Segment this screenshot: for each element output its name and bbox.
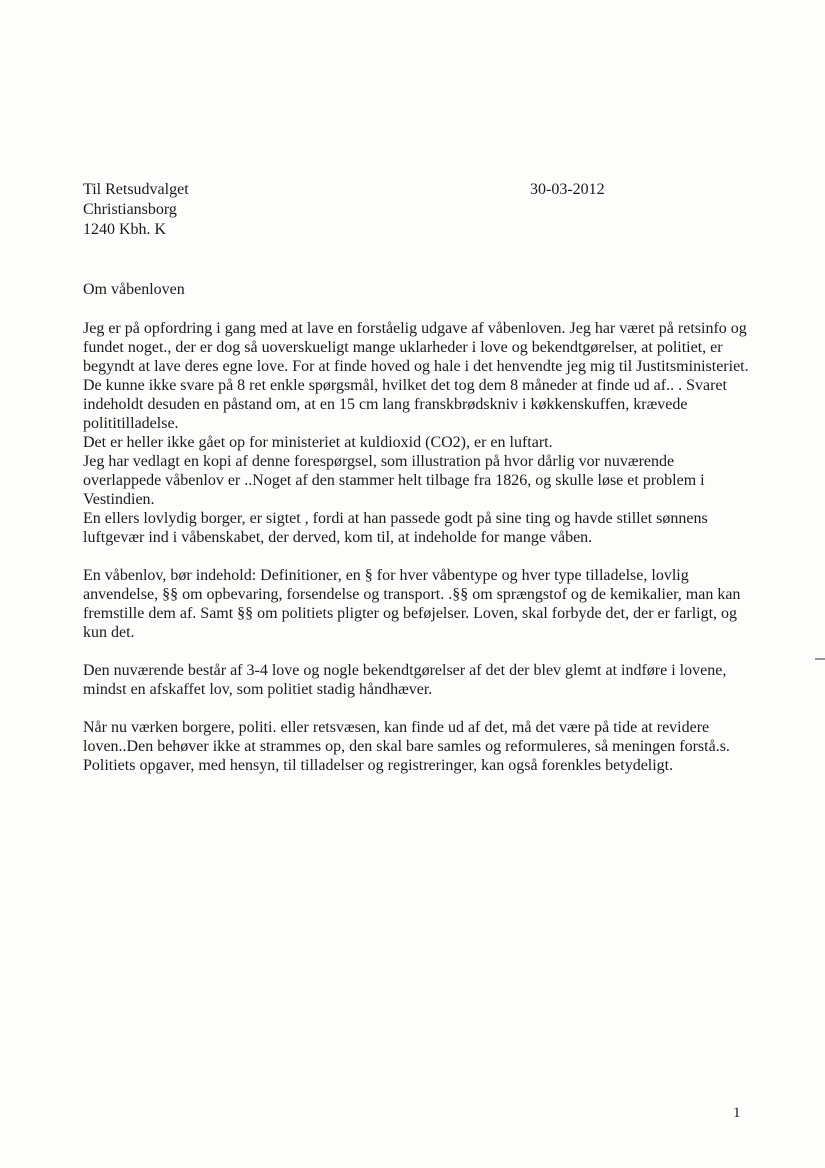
subject-line: Om våbenloven [83, 281, 185, 298]
recipient-city: 1240 Kbh. K [83, 221, 167, 238]
paragraph-co2: Det er heller ikke gået op for ministeriet at kuldioxid (CO2), er en luftart. [83, 434, 553, 451]
letter-header [83, 180, 751, 240]
recipient-name: Til Retsudvalget [83, 181, 189, 198]
recipient-address [83, 180, 751, 240]
paragraph-police-tasks: Politiets opgaver, med hensyn, til tilladelser og registreringer, kan også forenkles betydeligt. [83, 757, 674, 774]
paragraph-enclosure: Jeg har vedlagt en kopi af denne forespørgsel, som illustration på hvor dårlig vor nuværende overlappede våbenlov er ..Noget af den stammer helt tilbage fra 1826, og skulle løse et problem i Vestindien. [83, 453, 705, 508]
paragraph-law-proposal: En våbenlov, bør indehold: Definitioner, en § for hver våbentype og hver type tilladelse, lovlig anvendelse, §§ om opbevaring, forsendelse og transport. .§§ om sprængstof og de kemikalier, man kan fremstille dem af. Samt §§ om politiets pligter og beføjelser. Loven, skal forbyde det, der er farligt, og kun det. [83, 567, 741, 641]
page-number: 1 [733, 1105, 741, 1121]
paragraph-current-law: Den nuværende består af 3-4 love og nogle bekendtgørelser af det der blev glemt at indføre i lovene, mindst en afskaffet lov, som politiet stadig håndhæver. [83, 662, 727, 698]
letter-date: 30-03-2012 [530, 181, 605, 198]
recipient-street: Christiansborg [83, 201, 177, 218]
paragraph-revision: Når nu værken borgere, politi. eller retsvæsen, kan finde ud af det, må det være på tide at revidere loven..Den behøver ikke at strammes op, den skal bare samles og reformuleres, så meningen forstå.s. [83, 719, 730, 755]
paragraph-intro: Jeg er på opfordring i gang med at lave en forståelig udgave af våbenloven. Jeg har været på retsinfo og fundet noget., der er dog så uoverskueligt mange uklarheder i love og bekendtgørelser, at politiet, er begyndt at lave deres egne love. For at finde hoved og hale i det henvendte jeg mig til Justitsministeriet. De kunne ikke svare på 8 ret enkle spørgsmål, hvilket det tog dem 8 måneder at finde ud af.. . Svaret indeholdt desuden en påstand om, at en 15 cm lang franskbrødskniv i køkkenskuffen, krævede polititilladelse. [83, 320, 749, 432]
scan-artifact-mark [815, 658, 825, 660]
paragraph-citizen-case: En ellers lovlydig borger, er sigtet , fordi at han passede godt på sine ting og havde stillet sønnens luftgevær ind i våbenskabet, der derved, kom til, at indeholde for mange våben. [83, 510, 708, 546]
